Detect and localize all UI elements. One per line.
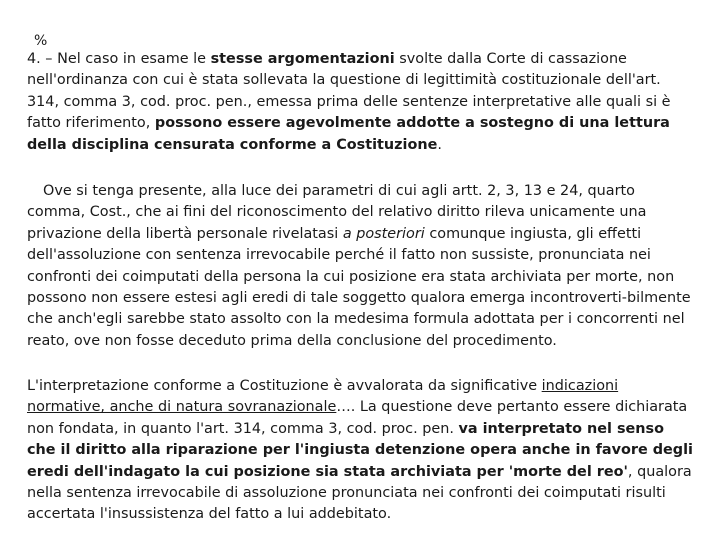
p2-text-a: Ove si tenga presente, alla luce dei parametri di cui agli artt. 2, 3, 13 e 24, quarto comma, Cost., che ai fini del riconoscimento del relativo diritto rileva unicamente una privazione della libertà personale rivelatasi: [27, 183, 647, 242]
p1-text-c: svolte dalla Corte di cassazione nell'ordinanza con cui è stata sollevata la questione di legittimità costituzionale dell'art. 314, comma 3, cod. proc. pen., emessa prima delle sentenze interpretative alle quali si è fatto riferimento,: [27, 51, 671, 132]
paragraph-2: [27, 181, 693, 352]
p3-text-a: L'interpretazione conforme a Costituzione è avvalorata da significative: [27, 378, 542, 394]
p1-bold-conclusion: possono essere agevolmente addotte a sostegno di una lettura della disciplina censurata conforme a Costituzione: [27, 115, 670, 153]
p1-text-a: 4. – Nel caso in esame le: [27, 51, 211, 67]
p1-text-e: .: [437, 136, 442, 153]
paragraph-3: [27, 376, 693, 526]
p3-text-e: , qualora nella sentenza irrevocabile di assoluzione pronunciata nei confronti dei coimputati risulti accertata l'insussistenza del fatto a lui addebitato.: [27, 463, 692, 523]
p3-text-c: …. La questione deve pertanto essere dichiarata non fondata, in quanto l'art. 314, comma 3, cod. proc. pen.: [27, 399, 688, 437]
p2-italic-phrase: a posteriori: [342, 225, 425, 242]
paragraph-1: [27, 49, 693, 156]
percent-marker: %: [34, 33, 48, 49]
p1-bold-phrase: stesse argomentazioni: [210, 51, 395, 67]
p2-text-c: comunque ingiusta, gli effetti dell'assoluzione con sentenza irrevocabile perché il fatto non sussiste, pronunciata nei confronti dei coimputati della persona la cui posizione era stata archiviata per morte, non possono non essere estesi agli eredi di tale soggetto qualora emerga incontroverti-bilmente che anch'egli sarebbe stato assolto con la medesima formula adottata per i concorrenti nel reato, ove non fosse deceduto prima della conclusione del procedimento.: [27, 225, 691, 349]
p3-underlined-phrase: indicazioni normative, anche di natura sovranazionale: [27, 378, 619, 416]
p3-bold-holding: va interpretato nel senso che il diritto alla riparazione per l'ingiusta detenzione opera anche in favore degli eredi dell'indagato la cui posizione sia stata archiviata per 'morte del reo': [27, 420, 693, 480]
